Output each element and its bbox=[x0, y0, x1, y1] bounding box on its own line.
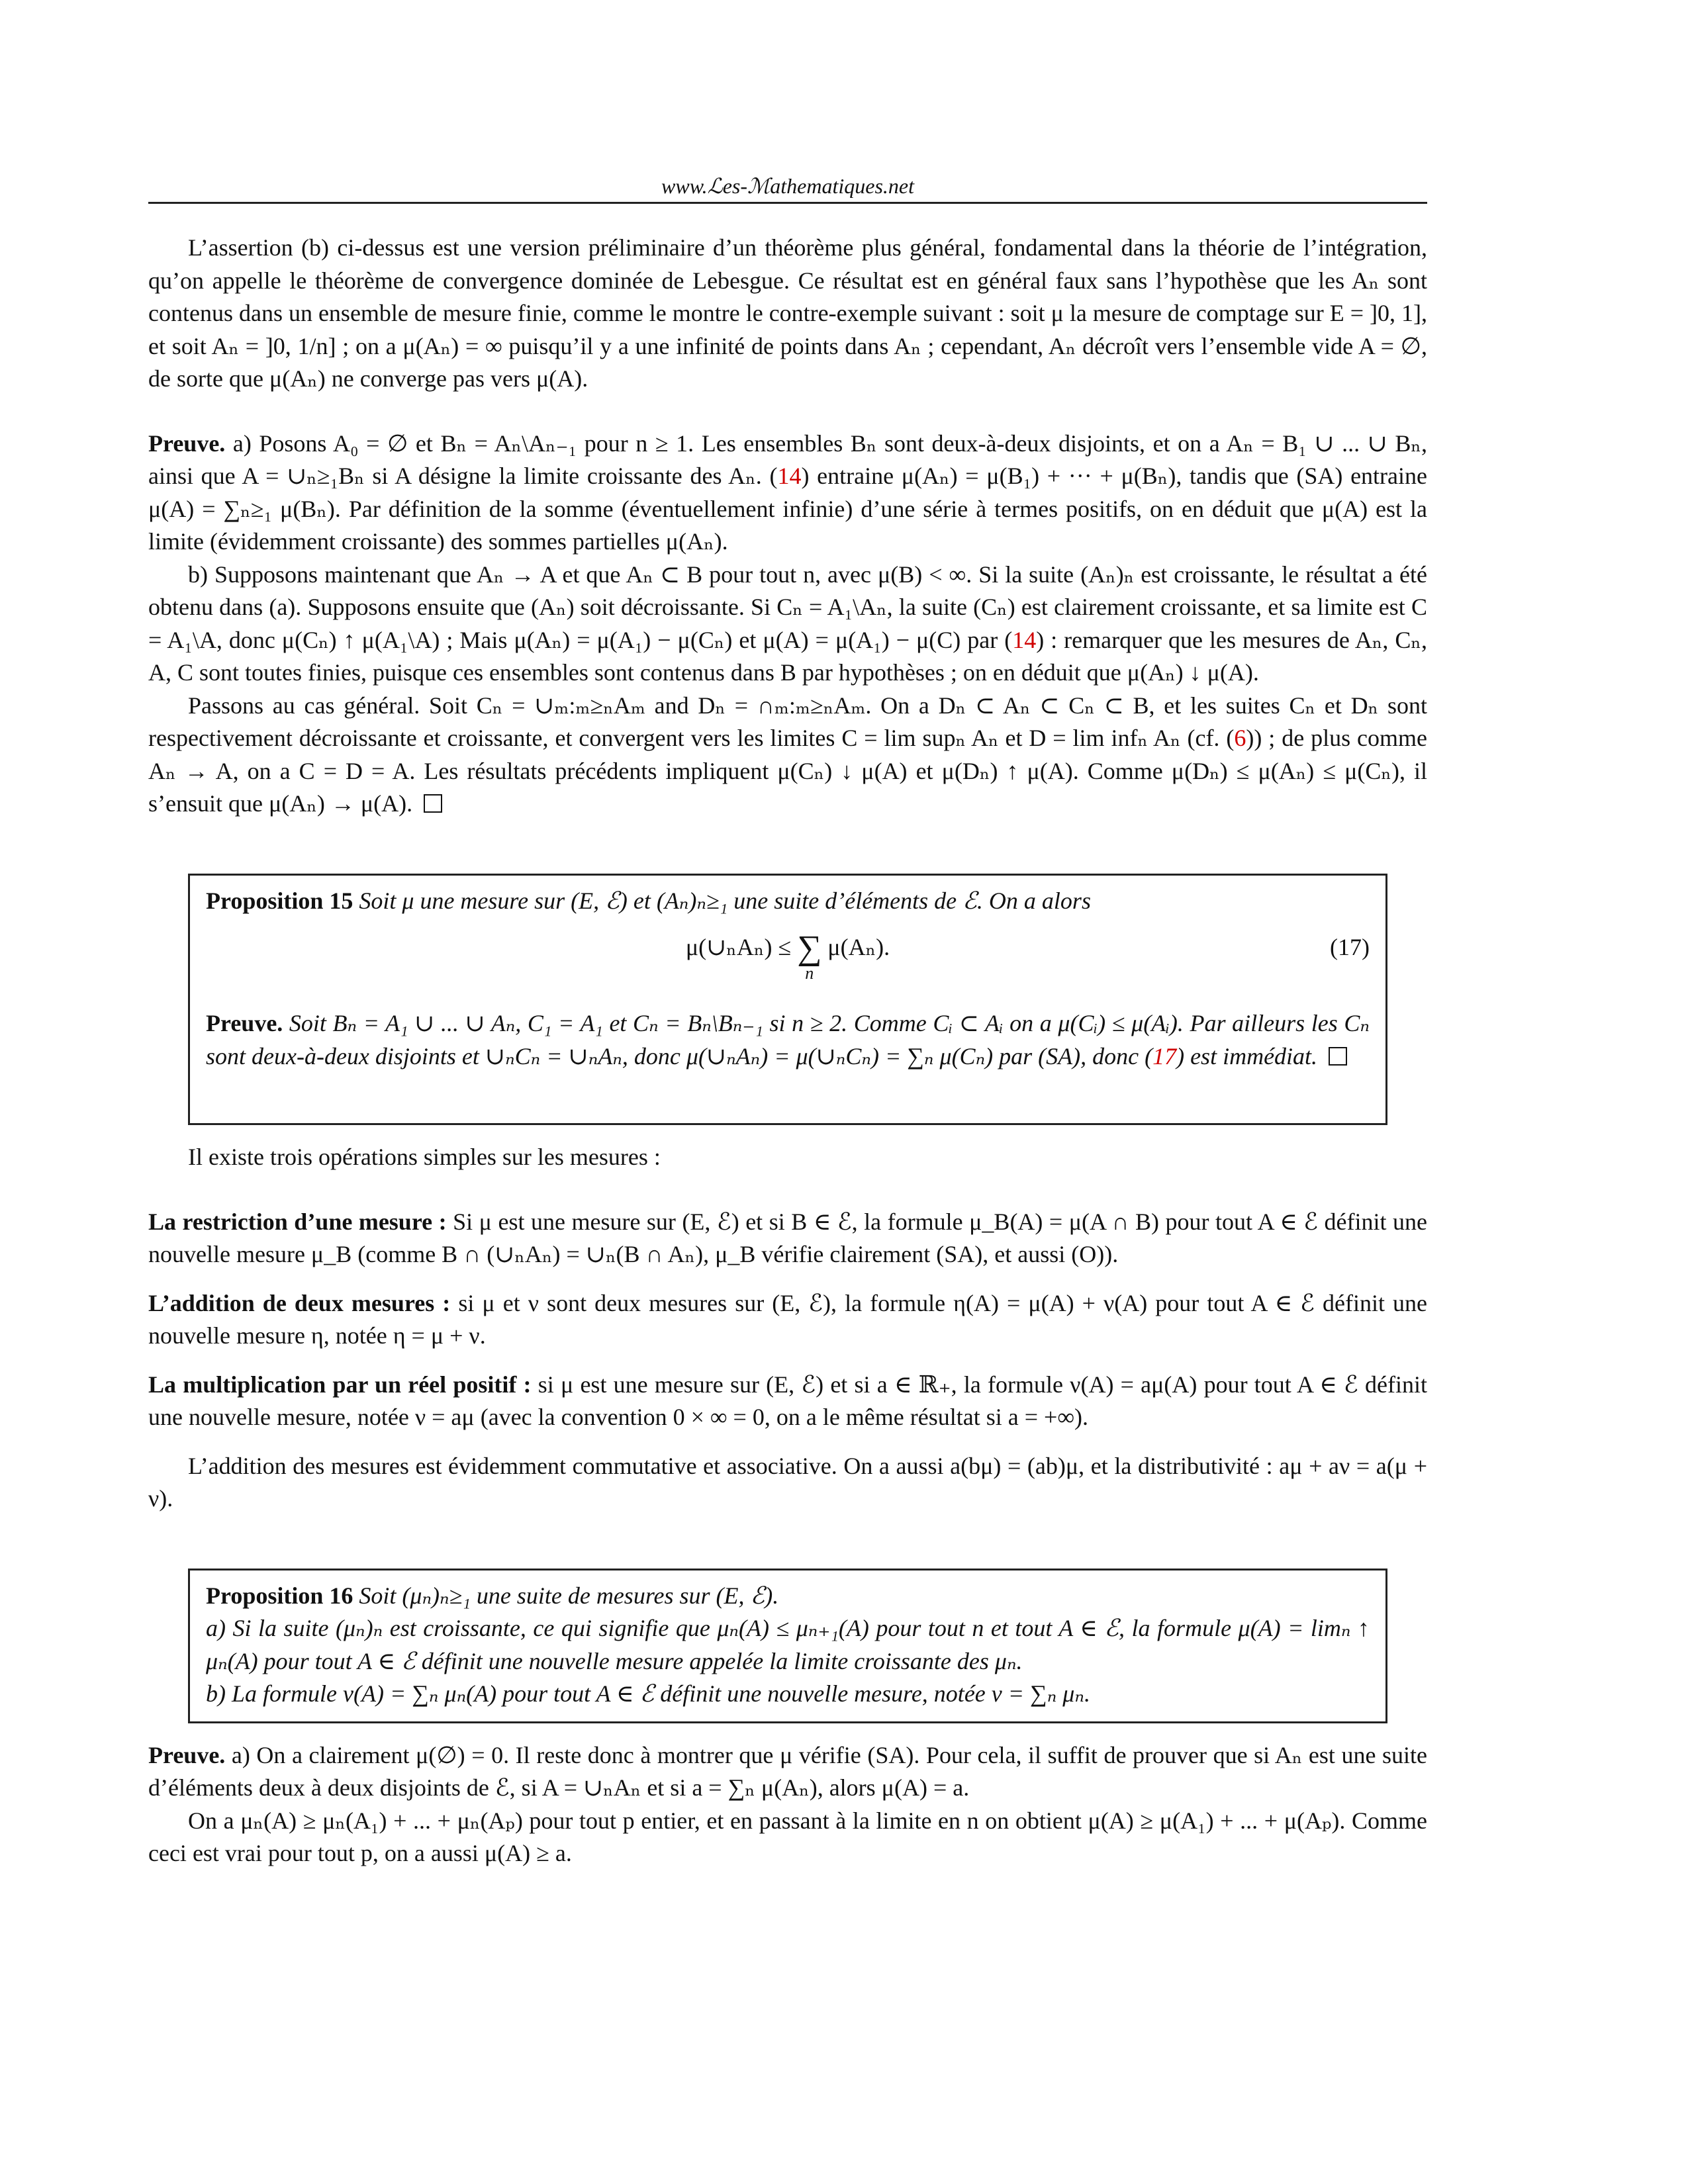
prop16-part-a: a) Si la suite (μₙ)ₙ est croissante, ce qui signifie que μₙ(A) ≤ μₙ₊₁(A) pour tout n et tout A ∈ ℰ, la formule μ(A) = limₙ ↑ μₙ(A) pour tout A ∈ ℰ définit une nouvelle mesure appelée la limite croissante des μₙ. bbox=[206, 1615, 1370, 1674]
equation-17 bbox=[206, 931, 1370, 991]
ref-equation-14-b[interactable]: 14 bbox=[1012, 626, 1037, 653]
proof14-text-a1: a) Posons A₀ = ∅ et Bₙ = Aₙ\Aₙ₋₁ pour n ≥ 1. Les ensembles Bₙ sont deux-à-deux disjoints, et on a Aₙ = B₁ ∪ ... ∪ Bₙ, ainsi que A = ∪ₙ≥₁Bₙ si A désigne la limite croissante des Aₙ. ( bbox=[148, 430, 1427, 489]
proposition-16-box bbox=[188, 1569, 1387, 1723]
ref-equation-17[interactable]: 17 bbox=[1152, 1042, 1177, 1069]
operations-intro: Il existe trois opérations simples sur les mesures : bbox=[188, 1144, 661, 1170]
prop15-text: Soit μ une mesure sur (E, ℰ) et (Aₙ)ₙ≥₁ une suite d’éléments de ℰ. On a alors bbox=[353, 887, 1091, 914]
prop15-proof bbox=[206, 1007, 1370, 1073]
restriction-text: Si μ est une mesure sur (E, ℰ) et si B ∈ ℰ, la formule μ_B(A) = μ(A ∩ B) pour tout A ∈ ℰ définit une nouvelle mesure μ_B (comme B ∩ (∪ₙAₙ) = ∪ₙ(B ∩ Aₙ), μ_B vérifie clairement (SA), et aussi (O)). bbox=[148, 1208, 1427, 1267]
page-content bbox=[148, 232, 1427, 1870]
prop15-proof-text1: Soit Bₙ = A₁ ∪ ... ∪ Aₙ, C₁ = A₁ et Cₙ = Bₙ\Bₙ₋₁ si n ≥ 2. Comme Cᵢ ⊂ Aᵢ on a μ(Cᵢ) ≤ μ(Aᵢ). Par ailleurs les Cₙ sont deux-à-deux disjoints et ∪ₙCₙ = ∪ₙAₙ, donc μ(∪ₙAₙ) = μ(∪ₙCₙ) = ∑ₙ μ(Cₙ) par (SA), donc ( bbox=[206, 1010, 1370, 1069]
multiplication-lead: La multiplication par un réel positif : bbox=[148, 1371, 532, 1398]
prop15-proof-lead: Preuve. bbox=[206, 1010, 283, 1036]
restriction-lead: La restriction d’une mesure : bbox=[148, 1208, 447, 1235]
operations-remark: L’addition des mesures est évidemment commutative et associative. On a aussi a(bμ) = (ab)μ, et la distributivité : aμ + aν = a(μ + ν). bbox=[148, 1452, 1427, 1512]
eq17-right: μ(Aₙ). bbox=[827, 934, 890, 960]
proof14-text-a2: ) entraine μ(Aₙ) = μ(B₁) + ··· + μ(Bₙ), tandis que (SA) entraine μ(A) = ∑ₙ≥₁ μ(Bₙ). Par définition de la somme (éventuellement infinie) d’une série à termes positifs, on en déduit que μ(A) est la limite (évidemment croissante) des sommes partielles μ(Aₙ). bbox=[148, 463, 1427, 555]
header-rule bbox=[148, 202, 1427, 204]
multiplication-paragraph bbox=[148, 1369, 1427, 1434]
addition-paragraph bbox=[148, 1287, 1427, 1353]
proof16-text-1: a) On a clairement μ(∅) = 0. Il reste donc à montrer que μ vérifie (SA). Pour cela, il suffit de prouver que si Aₙ est une suite d’éléments deux à deux disjoints de ℰ, si A = ∪ₙAₙ et si a = ∑ₙ μ(Aₙ), alors μ(A) = a. bbox=[148, 1741, 1427, 1801]
proof14-text-c2: )) ; de plus comme Aₙ → A, on a C = D = A. Les résultats précédents impliquent μ(Cₙ) ↓ μ(A) et μ(Dₙ) ↑ μ(A). Comme μ(Dₙ) ≤ μ(Aₙ) ≤ μ(Cₙ), il s’ensuit que μ(Aₙ) → μ(A). bbox=[148, 725, 1428, 817]
box-spacer bbox=[206, 1073, 1370, 1113]
addition-lead: L’addition de deux mesures : bbox=[148, 1289, 451, 1316]
prop16-part-b: b) La formule ν(A) = ∑ₙ μₙ(A) pour tout A ∈ ℰ définit une nouvelle mesure, notée ν = ∑ₙ μₙ. bbox=[206, 1680, 1090, 1707]
eq17-sum bbox=[797, 931, 821, 983]
qed-icon bbox=[1329, 1047, 1347, 1066]
proof14-text-b1: b) Supposons maintenant que Aₙ → A et que Aₙ ⊂ B pour tout n, avec μ(B) < ∞. Si la suite (Aₙ)ₙ est croissante, le résultat a été obtenu dans (a). Supposons ensuite que (Aₙ) soit décroissante. Si Cₙ = A₁\Aₙ, la suite (Cₙ) est clairement croissante, et sa limite est C = A₁\A, donc μ(Cₙ) ↑ μ(A₁\A) ; Mais μ(Aₙ) = μ(A₁) − μ(Cₙ) et μ(A) = μ(A₁) − μ(C) par ( bbox=[148, 561, 1427, 653]
proof14-lead: Preuve. bbox=[148, 430, 226, 457]
qed-icon bbox=[424, 794, 442, 813]
intro-paragraph: L’assertion (b) ci-dessus est une version préliminaire d’un théorème plus général, fondamental dans la théorie de l’intégration, qu’on appelle le théorème de convergence dominée de Lebesgue. Ce résultat est en général faux sans l’hypothèse que les Aₙ sont contenus dans un ensemble de mesure finie, comme le montre le contre-exemple suivant : soit μ la mesure de comptage sur E = ]0, 1], et soit Aₙ = ]0, 1/n] ; on a μ(Aₙ) = ∞ puisqu’il y a une infinité de points dans Aₙ ; cependant, Aₙ décroît vers l’ensemble vide A = ∅, de sorte que μ(Aₙ) ne converge pas vers μ(A). bbox=[148, 234, 1428, 392]
sum-index: n bbox=[805, 964, 814, 983]
proof14-paragraph-c bbox=[148, 690, 1427, 821]
prop16-text: Soit (μₙ)ₙ≥₁ une suite de mesures sur (E, ℰ). bbox=[353, 1582, 779, 1609]
sum-symbol: ∑ bbox=[797, 929, 822, 967]
restriction-paragraph bbox=[148, 1206, 1427, 1271]
proof14-text-b2: ) : remarquer que les mesures de Aₙ, Cₙ, A, C sont toutes finies, puisque ces ensembles sont contenus dans B par hypothèses ; on en déduit que μ(Aₙ) ↓ μ(A). bbox=[148, 626, 1427, 686]
prop15-statement bbox=[206, 885, 1370, 918]
proof14-paragraph-a bbox=[148, 428, 1427, 559]
proof16-lead: Preuve. bbox=[148, 1741, 226, 1768]
multiplication-text: si μ est une mesure sur (E, ℰ) et si a ∈ ℝ₊, la formule ν(A) = aμ(A) pour tout A ∈ ℰ définit une nouvelle mesure, notée ν = aμ (avec la convention 0 × ∞ = 0, on a le même résultat si a = +∞). bbox=[148, 1371, 1427, 1430]
proof14-paragraph-b bbox=[148, 559, 1427, 690]
proof16-paragraph-1 bbox=[148, 1739, 1427, 1805]
page-header: www.ℒes-ℳathematiques.net bbox=[661, 174, 914, 198]
prop16-statement bbox=[206, 1580, 1370, 1613]
ref-equation-14-a[interactable]: 14 bbox=[777, 463, 802, 489]
eq17-label: (17) bbox=[1330, 934, 1370, 960]
ref-equation-6[interactable]: 6 bbox=[1234, 725, 1246, 751]
proof14-text-c1: Passons au cas général. Soit Cₙ = ∪ₘ:ₘ≥ₙAₘ and Dₙ = ∩ₘ:ₘ≥ₙAₘ. On a Dₙ ⊂ Aₙ ⊂ Cₙ ⊂ B, et les suites Cₙ et Dₙ sont respectivement décroissante et croissante, et convergent vers les limites C = lim supₙ Aₙ et D = lim infₙ Aₙ (cf. ( bbox=[148, 692, 1427, 751]
prop15-title: Proposition 15 bbox=[206, 887, 353, 914]
prop15-proof-text2: ) est immédiat. bbox=[1176, 1042, 1318, 1069]
proposition-15-box bbox=[188, 874, 1387, 1126]
addition-text: si μ et ν sont deux mesures sur (E, ℰ), la formule η(A) = μ(A) + ν(A) pour tout A ∈ ℰ définit une nouvelle mesure η, notée η = μ + ν. bbox=[148, 1289, 1428, 1349]
proof16-paragraph-2: On a μₙ(A) ≥ μₙ(A₁) + ... + μₙ(Aₚ) pour tout p entier, et en passant à la limite en n on obtient μ(A) ≥ μ(A₁) + ... + μ(Aₚ). Comme ceci est vrai pour tout p, on a aussi μ(A) ≥ a. bbox=[148, 1807, 1427, 1866]
eq17-left: μ(∪ₙAₙ) ≤ bbox=[685, 934, 798, 960]
prop16-title: Proposition 16 bbox=[206, 1582, 353, 1609]
